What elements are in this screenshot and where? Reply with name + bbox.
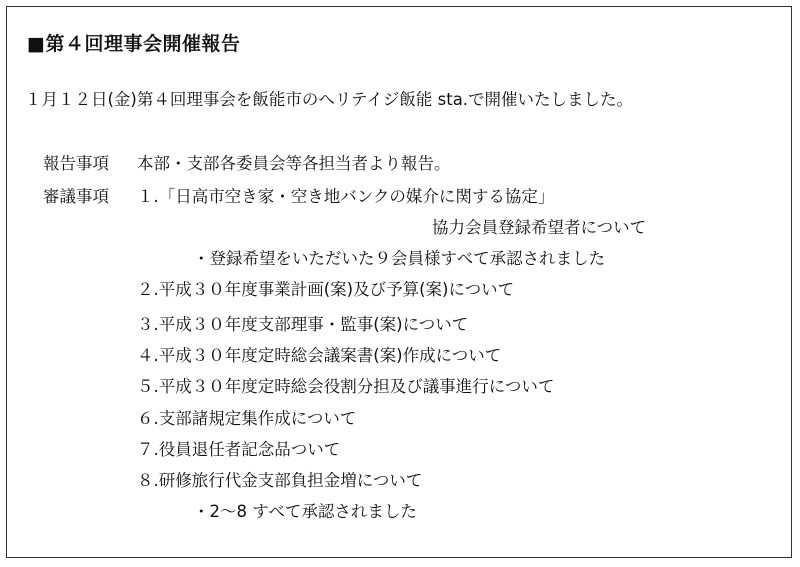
agenda-item-4: ４.平成３０年度定時総会議案書(案)作成について	[137, 346, 502, 365]
agenda-item-1-continuation: 協力会員登録希望者について	[432, 218, 647, 237]
agenda-item-7: ７.役員退任者記念品ついて	[137, 440, 341, 459]
agenda-item-1-note: ・登録希望をいただいた９会員様すべて承認されました	[193, 249, 606, 268]
agenda-item-1: １.「日高市空き家・空き地バンクの媒介に関する協定」	[137, 187, 555, 206]
page-title: ■第４回理事会開催報告	[27, 33, 241, 55]
report-text: 本部・支部各委員会等各担当者より報告。	[137, 154, 451, 173]
agenda-item-3: ３.平成３０年度支部理事・監事(案)について	[137, 315, 469, 334]
deliberation-label: 審議事項	[43, 187, 109, 206]
agenda-item-2: ２.平成３０年度事業計画(案)及び予算(案)について	[137, 280, 515, 299]
intro-text: １月１２日(金)第４回理事会を飯能市のへリテイジ飯能 sta.で開催いたしました。	[25, 90, 634, 109]
approval-note: ・2～8 すべて承認されました	[193, 502, 417, 521]
agenda-item-8: ８.研修旅行代金支部負担金増について	[137, 471, 423, 490]
agenda-item-6: ６.支部諸規定集作成について	[137, 409, 357, 428]
report-label: 報告事項	[43, 154, 109, 173]
agenda-item-5: ５.平成３０年度定時総会役割分担及び議事進行について	[137, 377, 555, 396]
